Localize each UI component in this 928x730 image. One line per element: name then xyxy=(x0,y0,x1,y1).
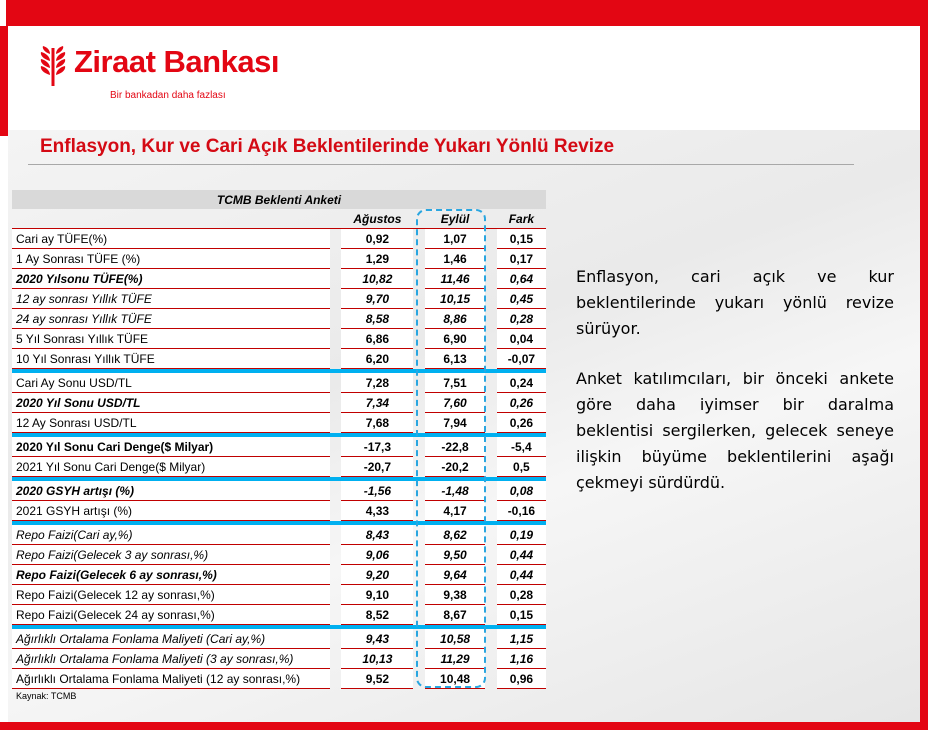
value-sep: -20,2 xyxy=(425,457,485,477)
column-gap xyxy=(330,373,342,393)
row-label: 2021 GSYH artışı (%) xyxy=(12,501,330,521)
table-caption: TCMB Beklenti Anketi xyxy=(12,190,546,209)
column-gap xyxy=(413,229,425,249)
column-gap xyxy=(485,649,497,669)
column-gap xyxy=(413,289,425,309)
header-september: Eylül xyxy=(425,209,485,229)
value-diff: 0,44 xyxy=(497,545,546,565)
column-gap xyxy=(485,329,497,349)
column-gap xyxy=(413,669,425,689)
value-aug: -1,56 xyxy=(341,481,413,501)
value-diff: 0,24 xyxy=(497,373,546,393)
value-sep: 6,13 xyxy=(425,349,485,369)
value-aug: 0,92 xyxy=(341,229,413,249)
value-aug: 6,86 xyxy=(341,329,413,349)
value-diff: 0,04 xyxy=(497,329,546,349)
row-label: 5 Yıl Sonrası Yıllık TÜFE xyxy=(12,329,330,349)
table-row xyxy=(12,329,546,349)
table-row xyxy=(12,525,546,545)
column-gap xyxy=(330,209,342,229)
value-sep: 11,46 xyxy=(425,269,485,289)
table-row xyxy=(12,269,546,289)
column-gap xyxy=(330,649,342,669)
column-gap xyxy=(485,289,497,309)
value-sep: 11,29 xyxy=(425,649,485,669)
frame-bottom-bar xyxy=(0,722,928,730)
value-diff: -5,4 xyxy=(497,437,546,457)
table-header-row xyxy=(12,209,546,229)
row-label: 2021 Yıl Sonu Cari Denge($ Milyar) xyxy=(12,457,330,477)
column-gap xyxy=(413,565,425,585)
column-gap xyxy=(330,525,342,545)
column-gap xyxy=(485,565,497,585)
column-gap xyxy=(485,373,497,393)
slide-title: Enflasyon, Kur ve Cari Açık Beklentilerinde Yukarı Yönlü Revize xyxy=(40,136,615,157)
column-gap xyxy=(485,349,497,369)
value-sep: 8,67 xyxy=(425,605,485,625)
row-label: Ağırlıklı Ortalama Fonlama Maliyeti (12 ay sonrası,%) xyxy=(12,669,330,689)
column-gap xyxy=(485,457,497,477)
row-label: Repo Faizi(Gelecek 24 ay sonrası,%) xyxy=(12,605,330,625)
column-gap xyxy=(485,269,497,289)
table-row xyxy=(12,501,546,521)
column-gap xyxy=(413,457,425,477)
column-gap xyxy=(413,629,425,649)
table-row xyxy=(12,373,546,393)
frame-right-bar xyxy=(920,26,928,730)
column-gap xyxy=(413,605,425,625)
ziraat-logo xyxy=(38,44,278,106)
table-row xyxy=(12,249,546,269)
value-aug: -17,3 xyxy=(341,437,413,457)
wheat-icon xyxy=(38,44,68,88)
value-diff: 0,28 xyxy=(497,585,546,605)
row-label: 24 ay sonrası Yıllık TÜFE xyxy=(12,309,330,329)
value-diff: 0,15 xyxy=(497,229,546,249)
value-aug: 1,29 xyxy=(341,249,413,269)
column-gap xyxy=(330,289,342,309)
column-gap xyxy=(485,585,497,605)
column-gap xyxy=(330,457,342,477)
value-sep: 9,50 xyxy=(425,545,485,565)
value-aug: 7,68 xyxy=(341,413,413,433)
row-label: Repo Faizi(Gelecek 12 ay sonrası,%) xyxy=(12,585,330,605)
column-gap xyxy=(485,229,497,249)
column-gap xyxy=(330,329,342,349)
column-gap xyxy=(413,309,425,329)
value-diff: 0,5 xyxy=(497,457,546,477)
value-sep: -1,48 xyxy=(425,481,485,501)
table-row xyxy=(12,437,546,457)
table-row xyxy=(12,629,546,649)
value-sep: 10,48 xyxy=(425,669,485,689)
value-aug: 4,33 xyxy=(341,501,413,521)
value-aug: 8,58 xyxy=(341,309,413,329)
column-gap xyxy=(330,269,342,289)
frame-left-bar xyxy=(0,26,8,136)
column-gap xyxy=(485,413,497,433)
column-gap xyxy=(330,413,342,433)
header-difference: Fark xyxy=(497,209,546,229)
row-label: 2020 Yılsonu TÜFE(%) xyxy=(12,269,330,289)
column-gap xyxy=(485,249,497,269)
value-sep: -22,8 xyxy=(425,437,485,457)
value-aug: 7,28 xyxy=(341,373,413,393)
value-sep: 7,51 xyxy=(425,373,485,393)
value-diff: -0,16 xyxy=(497,501,546,521)
table-row xyxy=(12,649,546,669)
column-gap xyxy=(413,545,425,565)
column-gap xyxy=(330,585,342,605)
value-aug: 9,10 xyxy=(341,585,413,605)
column-gap xyxy=(485,393,497,413)
expectations-table xyxy=(12,190,546,689)
column-gap xyxy=(413,349,425,369)
value-sep: 9,38 xyxy=(425,585,485,605)
column-gap xyxy=(413,249,425,269)
logo-wordmark: Ziraat Bankası xyxy=(74,44,279,79)
table-row xyxy=(12,457,546,477)
value-aug: 9,52 xyxy=(341,669,413,689)
column-gap xyxy=(413,209,425,229)
value-diff: 1,15 xyxy=(497,629,546,649)
column-gap xyxy=(413,329,425,349)
row-label: Cari Ay Sonu USD/TL xyxy=(12,373,330,393)
column-gap xyxy=(485,525,497,545)
row-label: Cari ay TÜFE(%) xyxy=(12,229,330,249)
value-sep: 4,17 xyxy=(425,501,485,521)
value-aug: 10,13 xyxy=(341,649,413,669)
value-diff: -0,07 xyxy=(497,349,546,369)
table-row xyxy=(12,565,546,585)
value-sep: 8,62 xyxy=(425,525,485,545)
column-gap xyxy=(413,585,425,605)
value-aug: 9,20 xyxy=(341,565,413,585)
column-gap xyxy=(413,501,425,521)
value-aug: 9,43 xyxy=(341,629,413,649)
column-gap xyxy=(485,437,497,457)
value-sep: 10,15 xyxy=(425,289,485,309)
table-row xyxy=(12,289,546,309)
value-diff: 0,15 xyxy=(497,605,546,625)
value-diff: 0,28 xyxy=(497,309,546,329)
value-aug: 7,34 xyxy=(341,393,413,413)
value-diff: 0,44 xyxy=(497,565,546,585)
column-gap xyxy=(330,669,342,689)
title-divider xyxy=(28,164,854,165)
column-gap xyxy=(413,269,425,289)
value-diff: 0,64 xyxy=(497,269,546,289)
column-gap xyxy=(485,545,497,565)
column-gap xyxy=(413,373,425,393)
row-label: 1 Ay Sonrası TÜFE (%) xyxy=(12,249,330,269)
header-august: Ağustos xyxy=(341,209,413,229)
logo-tagline: Bir bankadan daha fazlası xyxy=(110,90,226,101)
value-aug: 8,52 xyxy=(341,605,413,625)
value-sep: 1,46 xyxy=(425,249,485,269)
column-gap xyxy=(413,437,425,457)
row-label: Ağırlıklı Ortalama Fonlama Maliyeti (3 ay sonrası,%) xyxy=(12,649,330,669)
value-diff: 0,08 xyxy=(497,481,546,501)
column-gap xyxy=(485,605,497,625)
column-gap xyxy=(413,413,425,433)
value-diff: 0,17 xyxy=(497,249,546,269)
value-diff: 0,26 xyxy=(497,393,546,413)
column-gap xyxy=(485,669,497,689)
column-gap xyxy=(330,605,342,625)
table-row xyxy=(12,413,546,433)
column-gap xyxy=(330,309,342,329)
value-aug: 10,82 xyxy=(341,269,413,289)
table-row xyxy=(12,545,546,565)
value-aug: 9,06 xyxy=(341,545,413,565)
table-row xyxy=(12,393,546,413)
table-row xyxy=(12,605,546,625)
value-aug: -20,7 xyxy=(341,457,413,477)
row-label: Ağırlıklı Ortalama Fonlama Maliyeti (Cari ay,%) xyxy=(12,629,330,649)
column-gap xyxy=(330,481,342,501)
column-gap xyxy=(330,501,342,521)
table-source: Kaynak: TCMB xyxy=(16,691,77,701)
column-gap xyxy=(413,525,425,545)
column-gap xyxy=(413,649,425,669)
value-aug: 9,70 xyxy=(341,289,413,309)
column-gap xyxy=(330,437,342,457)
column-gap xyxy=(485,209,497,229)
table-row xyxy=(12,481,546,501)
column-gap xyxy=(485,481,497,501)
row-label: Repo Faizi(Gelecek 6 ay sonrası,%) xyxy=(12,565,330,585)
commentary-paragraph-2: Anket katılımcıları, bir önceki ankete göre daha iyimser bir daralma beklentisi sergilerken, gelecek seneye ilişkin büyüme beklentilerini aşağı çekmeyi sürdürdü. xyxy=(576,369,894,492)
column-gap xyxy=(330,349,342,369)
value-sep: 10,58 xyxy=(425,629,485,649)
row-label: Repo Faizi(Gelecek 3 ay sonrası,%) xyxy=(12,545,330,565)
header-blank xyxy=(12,209,330,229)
value-sep: 6,90 xyxy=(425,329,485,349)
column-gap xyxy=(330,229,342,249)
value-diff: 1,16 xyxy=(497,649,546,669)
column-gap xyxy=(485,309,497,329)
row-label: 10 Yıl Sonrası Yıllık TÜFE xyxy=(12,349,330,369)
value-sep: 1,07 xyxy=(425,229,485,249)
column-gap xyxy=(330,545,342,565)
table-row xyxy=(12,349,546,369)
commentary-paragraph-1: Enflasyon, cari açık ve kur beklentilerinde yukarı yönlü revize sürüyor. xyxy=(576,267,894,338)
row-label: 2020 Yıl Sonu USD/TL xyxy=(12,393,330,413)
value-sep: 8,86 xyxy=(425,309,485,329)
value-aug: 6,20 xyxy=(341,349,413,369)
value-diff: 0,45 xyxy=(497,289,546,309)
column-gap xyxy=(330,629,342,649)
value-sep: 7,60 xyxy=(425,393,485,413)
row-label: Repo Faizi(Cari ay,%) xyxy=(12,525,330,545)
table-row xyxy=(12,309,546,329)
frame-top-bar xyxy=(6,0,928,26)
row-label: 12 Ay Sonrası USD/TL xyxy=(12,413,330,433)
value-aug: 8,43 xyxy=(341,525,413,545)
table-caption-row xyxy=(12,190,546,209)
value-sep: 9,64 xyxy=(425,565,485,585)
column-gap xyxy=(330,249,342,269)
column-gap xyxy=(485,629,497,649)
table-row xyxy=(12,229,546,249)
column-gap xyxy=(413,393,425,413)
column-gap xyxy=(485,501,497,521)
column-gap xyxy=(330,393,342,413)
value-diff: 0,96 xyxy=(497,669,546,689)
column-gap xyxy=(413,481,425,501)
row-label: 12 ay sonrası Yıllık TÜFE xyxy=(12,289,330,309)
column-gap xyxy=(330,565,342,585)
value-diff: 0,26 xyxy=(497,413,546,433)
value-sep: 7,94 xyxy=(425,413,485,433)
table-row xyxy=(12,585,546,605)
row-label: 2020 GSYH artışı (%) xyxy=(12,481,330,501)
value-diff: 0,19 xyxy=(497,525,546,545)
table-row xyxy=(12,669,546,689)
row-label: 2020 Yıl Sonu Cari Denge($ Milyar) xyxy=(12,437,330,457)
